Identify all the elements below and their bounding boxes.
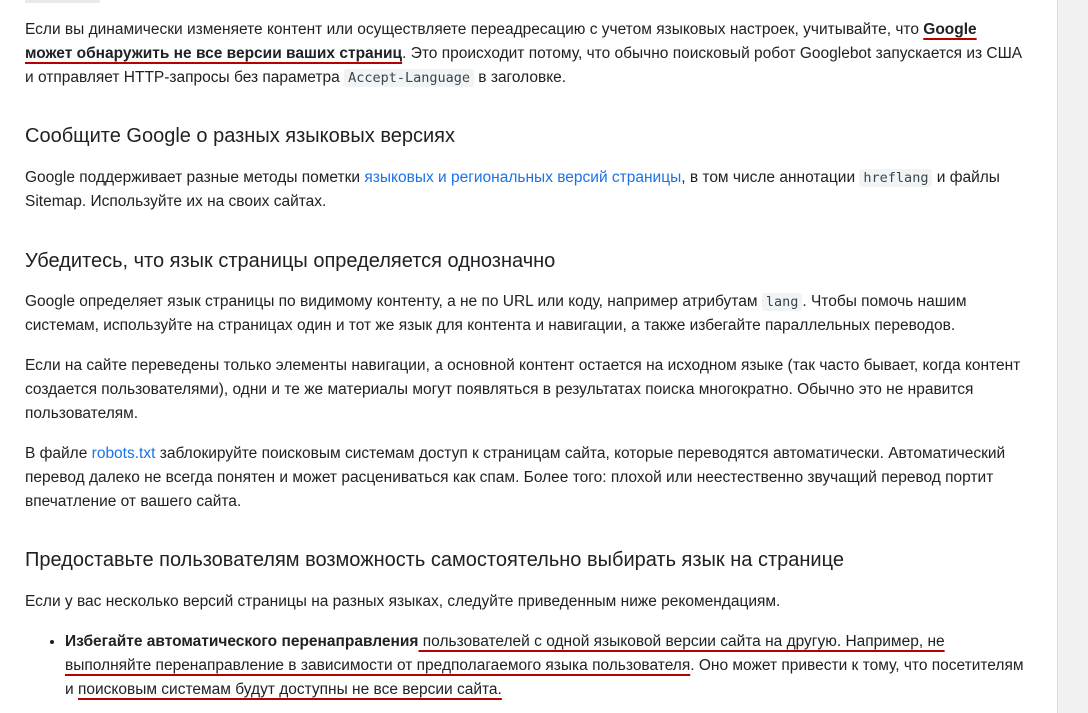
paragraph-multiple-versions: Если у вас несколько версий страницы на разных языках, следуйте приведенным ниже рекомендациям. bbox=[25, 593, 781, 610]
bullet-bold-text: Избегайте автоматического перенаправления bbox=[65, 633, 419, 650]
paragraph-text: . Это происходит потому, что обычно поисковый робот Googlebot запускается из США и отправляет HTTP-запросы без параметра bbox=[25, 45, 1023, 86]
link-language-versions[interactable]: языковых и региональных версий страницы bbox=[364, 169, 682, 186]
top-divider-fragment bbox=[25, 0, 100, 3]
heading-choose-language: Предоставьте пользователям возможность самостоятельно выбирать язык на странице bbox=[25, 549, 844, 571]
inline-code: Accept-Language bbox=[344, 69, 474, 87]
paragraph-text: заблокируйте поисковым системам доступ к страницам сайта, которые переводятся автоматически. Автоматический перевод далеко не всегда понятен и может расцениваться как спам. Более того: плохой или неестественно звучащий перевод портит впечатление от вашего сайта. bbox=[25, 445, 1006, 510]
heading-language-versions: Сообщите Google о разных языковых версиях bbox=[25, 125, 455, 147]
paragraph-text: и файлы Sitemap. Используйте их на своих сайтах. bbox=[25, 169, 1000, 210]
paragraph-visible-content bbox=[25, 290, 1025, 338]
paragraph-text: . Чтобы помочь нашим системам, используйте на страницах один и тот же язык для контента и навигации, а также избегайте параллельных переводов. bbox=[25, 293, 967, 334]
paragraph-text: Google поддерживает разные методы пометки bbox=[25, 169, 365, 186]
paragraph-redirect-warning bbox=[25, 18, 1025, 90]
highlighted-text: поисковым системам будут доступны не все версии сайта. bbox=[77, 681, 502, 698]
heading-language-detection: Убедитесь, что язык страницы определяется однозначно bbox=[25, 250, 556, 272]
paragraph-text: Google определяет язык страницы по видимому контенту, а не по URL или коду, например атрибутам bbox=[25, 293, 762, 310]
vertical-scrollbar[interactable] bbox=[1057, 0, 1088, 713]
highlighted-bold-text: Google может обнаружить не все версии ваших страниц bbox=[25, 21, 977, 62]
highlighted-text: пользователей с одной языковой версии сайта на другую. Например, не выполняйте перенаправление в зависимости от предполагаемого языка пользователя bbox=[65, 633, 945, 674]
paragraph-text: в заголовке. bbox=[473, 69, 567, 86]
list-item bbox=[65, 630, 1025, 702]
paragraph-navigation-only: Если на сайте переведены только элементы навигации, а основной контент остается на исходном языке (так часто бывает, когда контент создается пользователями), одни и те же материалы могут появляться в результатах поиска многократно. Обычно это не нравится пользователям. bbox=[25, 357, 1021, 422]
paragraph-text: Если вы динамически изменяете контент или осуществляете переадресацию с учетом языковых настроек, учитывайте, что bbox=[25, 21, 924, 38]
paragraph-text: В файле bbox=[25, 445, 92, 462]
paragraph-markup-methods bbox=[25, 166, 1025, 214]
paragraph-text: . Оно может привести к тому, что посетителям и bbox=[65, 657, 1024, 698]
paragraph-robots-txt bbox=[25, 442, 1025, 514]
link-robots-txt[interactable]: robots.txt bbox=[91, 445, 156, 462]
recommendations-list bbox=[25, 630, 1025, 702]
paragraph-text: , в том числе аннотации bbox=[681, 169, 860, 186]
inline-code: lang bbox=[762, 293, 803, 311]
inline-code: hreflang bbox=[859, 169, 932, 187]
